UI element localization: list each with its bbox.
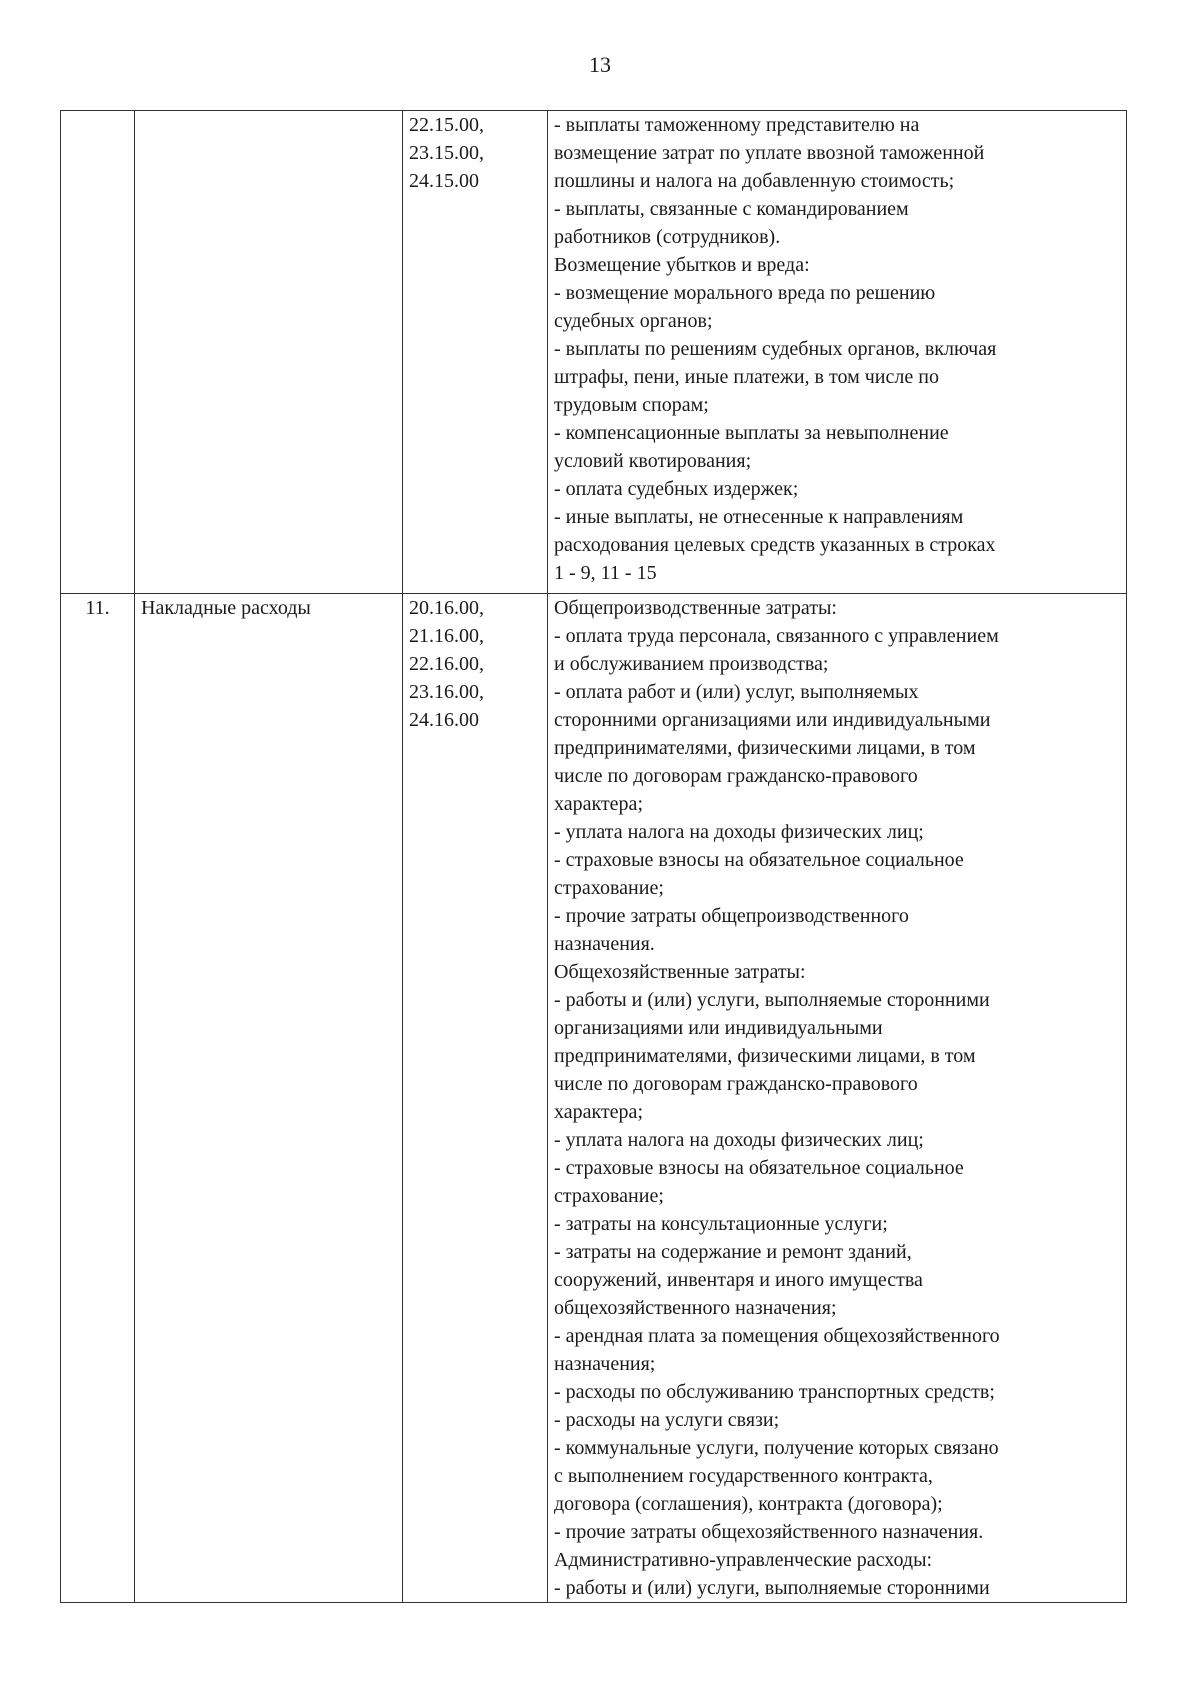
description-line: предпринимателями, физическими лицами, в том <box>554 1045 976 1067</box>
description-line: Общепроизводственные затраты: <box>554 597 837 619</box>
description-line: сторонними организациями или индивидуальными <box>554 709 991 731</box>
description-line: 1 - 9, 11 - 15 <box>554 562 657 584</box>
description-line: страхование; <box>554 1185 664 1207</box>
description-line: - расходы на услуги связи; <box>554 1409 780 1431</box>
description-line: общехозяйственного назначения; <box>554 1297 837 1319</box>
description-line: - страховые взносы на обязательное социальное <box>554 1157 964 1179</box>
table-row <box>61 111 1127 594</box>
description-line: - выплаты таможенному представителю на <box>554 114 920 136</box>
description-line: - расходы по обслуживанию транспортных средств; <box>554 1381 995 1403</box>
description-line: организациями или индивидуальными <box>554 1017 883 1039</box>
code-value: 22.15.00, <box>409 114 484 136</box>
description-line: договора (соглашения), контракта (договора); <box>554 1493 943 1515</box>
row-name-cell <box>135 111 403 594</box>
description-line: работников (сотрудников). <box>554 226 781 248</box>
description-line: - работы и (или) услуги, выполняемые сторонними <box>554 989 990 1011</box>
code-value: 23.16.00, <box>409 681 484 703</box>
description-line: - затраты на консультационные услуги; <box>554 1213 888 1235</box>
description-line: характера; <box>554 793 643 815</box>
description-line: - оплата судебных издержек; <box>554 478 799 500</box>
description-line: - уплата налога на доходы физических лиц; <box>554 821 924 843</box>
description-line: возмещение затрат по уплате ввозной таможенной <box>554 142 985 164</box>
description-line: трудовым спорам; <box>554 394 709 416</box>
code-value: 24.16.00 <box>409 709 479 731</box>
description-line: - оплата работ и (или) услуг, выполняемых <box>554 681 919 703</box>
description-line: предпринимателями, физическими лицами, в том <box>554 737 976 759</box>
description-line: - прочие затраты общехозяйственного назначения. <box>554 1521 984 1543</box>
description-line: расходования целевых средств указанных в строках <box>554 534 996 556</box>
description-line: числе по договорам гражданско-правового <box>554 1073 918 1095</box>
description-line: назначения; <box>554 1353 656 1375</box>
description-line: - иные выплаты, не отнесенные к направлениям <box>554 506 964 528</box>
description-line: характера; <box>554 1101 643 1123</box>
description-line: и обслуживанием производства; <box>554 653 829 675</box>
description-line: условий квотирования; <box>554 450 752 472</box>
description-line: пошлины и налога на добавленную стоимость; <box>554 170 955 192</box>
description-line: - возмещение морального вреда по решению <box>554 282 936 304</box>
description-line: - затраты на содержание и ремонт зданий, <box>554 1241 912 1263</box>
code-value: 23.15.00, <box>409 142 484 164</box>
description-line: с выполнением государственного контракта, <box>554 1465 933 1487</box>
description-line: - выплаты по решениям судебных органов, включая <box>554 338 997 360</box>
expense-table <box>60 110 1127 1603</box>
description-line: Возмещение убытков и вреда: <box>554 254 810 276</box>
row-codes-cell <box>403 111 548 594</box>
description-line: - работы и (или) услуги, выполняемые сторонними <box>554 1577 990 1599</box>
description-line: - страховые взносы на обязательное социальное <box>554 849 964 871</box>
row-name-cell: Накладные расходы <box>135 594 403 1603</box>
description-line: назначения. <box>554 933 655 955</box>
description-line: судебных органов; <box>554 310 713 332</box>
description-line: - арендная плата за помещения общехозяйственного <box>554 1325 1000 1347</box>
description-line: - коммунальные услуги, получение которых связано <box>554 1437 999 1459</box>
row-codes-cell <box>403 594 548 1603</box>
code-value: 22.16.00, <box>409 653 484 675</box>
table-row <box>61 594 1127 1603</box>
row-number-cell <box>61 111 135 594</box>
description-line: - выплаты, связанные с командированием <box>554 198 909 220</box>
row-description-cell <box>548 111 1127 594</box>
description-line: числе по договорам гражданско-правового <box>554 765 918 787</box>
page-number: 13 <box>589 52 611 77</box>
code-value: 21.16.00, <box>409 625 484 647</box>
description-line: Общехозяйственные затраты: <box>554 961 806 983</box>
row-number-cell: 11. <box>61 594 135 1603</box>
description-line: штрафы, пени, иные платежи, в том числе по <box>554 366 939 388</box>
description-line: страхование; <box>554 877 664 899</box>
description-line: сооружений, инвентаря и иного имущества <box>554 1269 923 1291</box>
description-line: - оплата труда персонала, связанного с управлением <box>554 625 999 647</box>
code-value: 24.15.00 <box>409 170 479 192</box>
description-line: - прочие затраты общепроизводственного <box>554 905 909 927</box>
description-line: - компенсационные выплаты за невыполнение <box>554 422 949 444</box>
row-description-cell <box>548 594 1127 1603</box>
code-value: 20.16.00, <box>409 597 484 619</box>
description-line: Административно-управленческие расходы: <box>554 1549 933 1571</box>
description-line: - уплата налога на доходы физических лиц; <box>554 1129 924 1151</box>
